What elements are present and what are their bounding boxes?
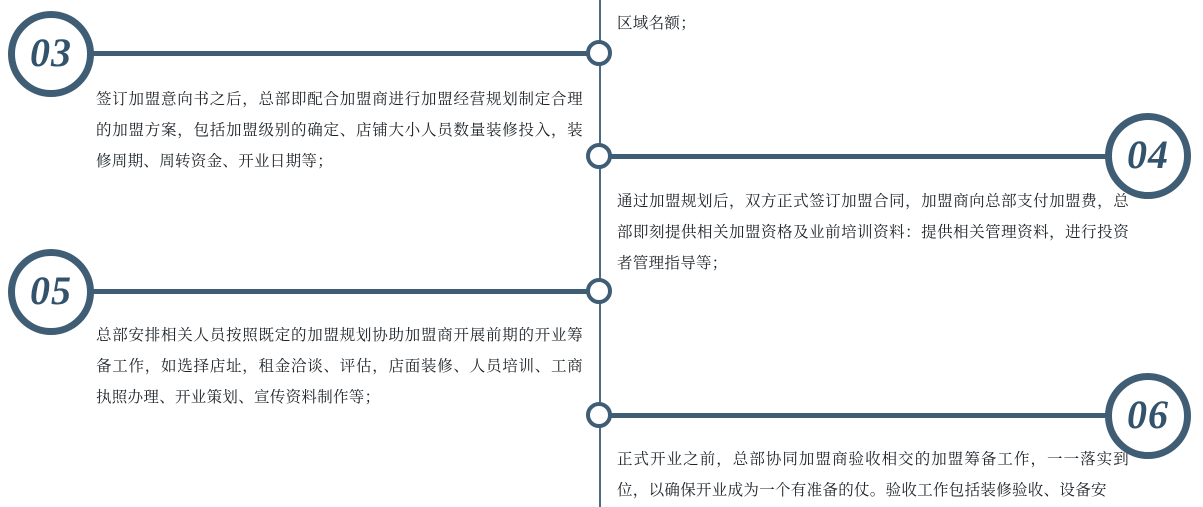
connector-bar-03: [86, 51, 599, 56]
timeline-node-06: [586, 402, 612, 428]
step-number-06: 06: [1127, 392, 1169, 437]
step-number-04: 04: [1127, 132, 1169, 177]
step-number-03: 03: [30, 30, 72, 75]
step-text-06: 正式开业之前，总部协同加盟商验收相交的加盟筹备工作，一一落实到位，以确保开业成为一个有准备的仗。验收工作包括装修验收、设备安: [617, 451, 1129, 499]
step-badge-03[interactable]: [8, 11, 94, 97]
step-badge-04[interactable]: [1105, 113, 1191, 199]
connector-bar-05: [86, 289, 599, 294]
connector-bar-06: [599, 413, 1113, 418]
step-text-03: 签订加盟意向书之后，总部即配合加盟商进行加盟经营规划制定合理的加盟方案，包括加盟级别的确定、店铺大小人员数量装修投入，装修周期、周转资金、开业日期等；: [96, 91, 583, 170]
timeline-node-04: [586, 143, 612, 169]
timeline-spine: [599, 0, 601, 507]
top-fragment-text: 区域名额；: [617, 15, 697, 32]
connector-bar-04: [599, 154, 1113, 159]
step-badge-06[interactable]: [1105, 373, 1191, 459]
timeline-node-05: [586, 278, 612, 304]
timeline-node-03: [586, 40, 612, 66]
step-badge-05[interactable]: [8, 249, 94, 335]
step-number-05: 05: [30, 268, 72, 313]
step-text-05: 总部安排相关人员按照既定的加盟规划协助加盟商开展前期的开业筹备工作，如选择店址，租金洽谈、评估，店面装修、人员培训、工商执照办理、开业策划、宣传资料制作等；: [96, 327, 583, 406]
step-text-04: 通过加盟规划后，双方正式签订加盟合同，加盟商向总部支付加盟费，总部即刻提供相关加盟资格及业前培训资料：提供相关管理资料，进行投资者管理指导等；: [617, 193, 1129, 272]
